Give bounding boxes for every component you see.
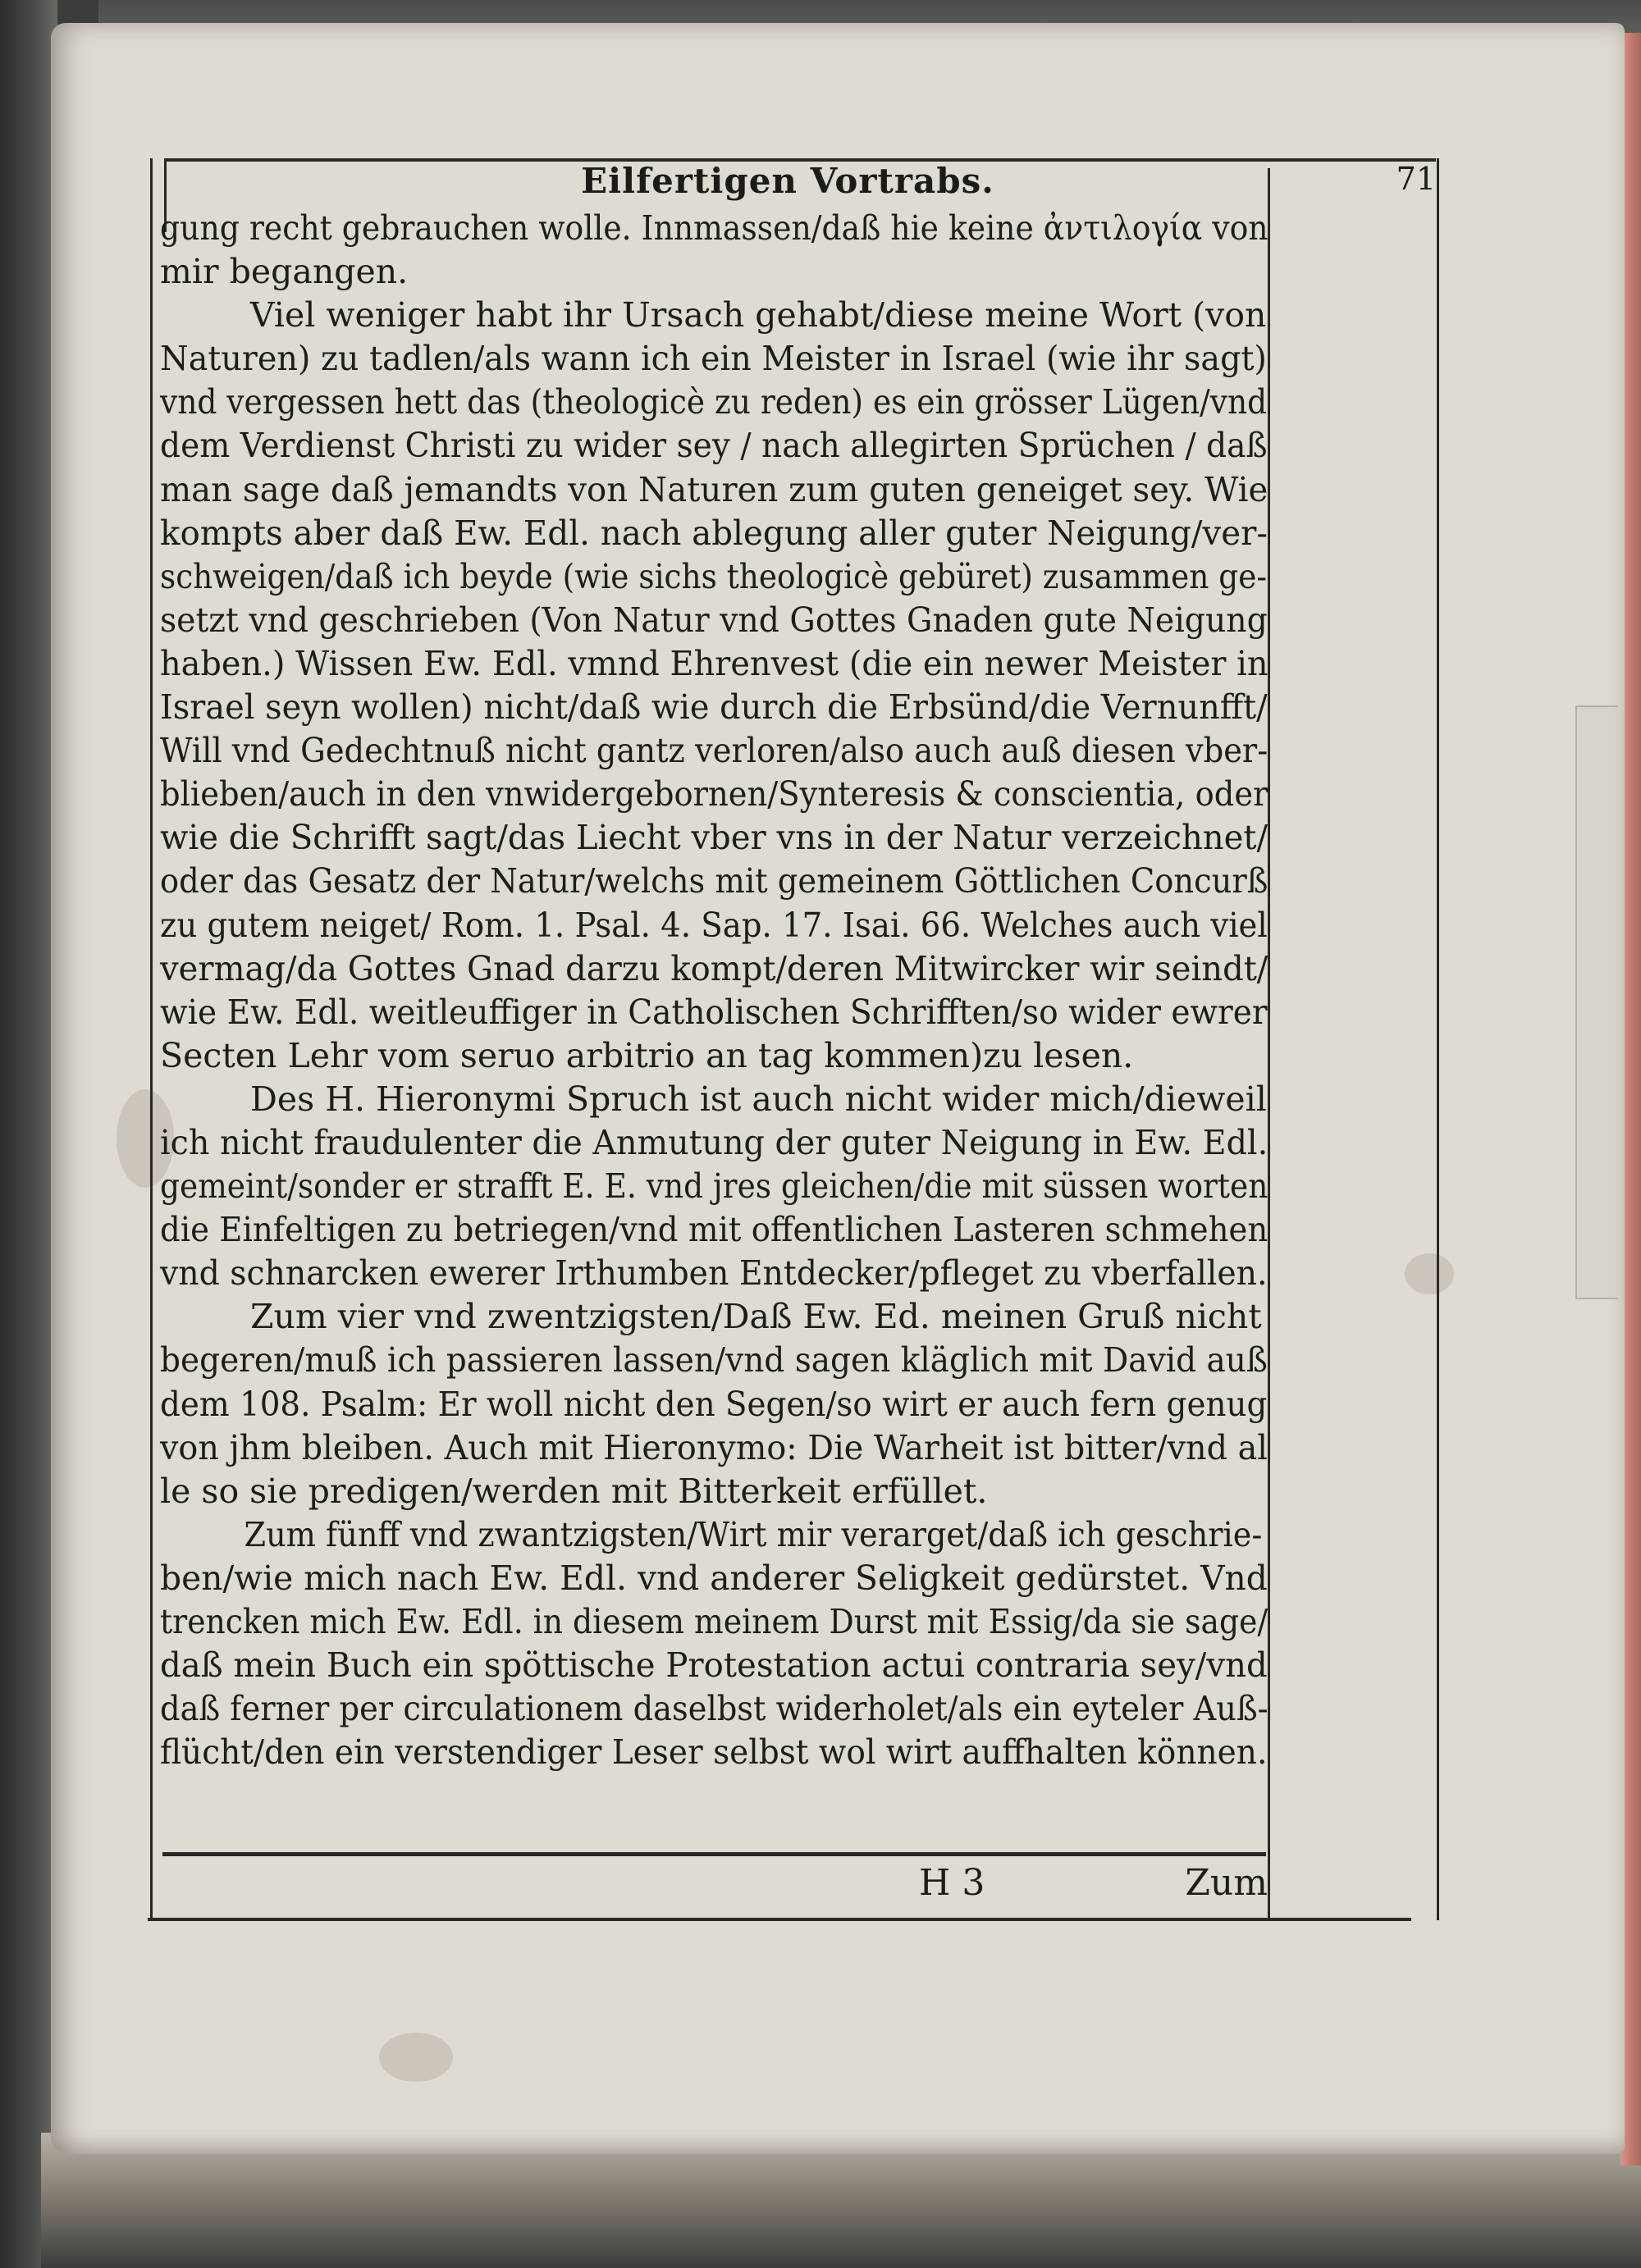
text-line: kompts aber daß Ew. Edl. nach ablegung aller guter Neigung/ver- [160,513,1268,553]
text-line: trencken mich Ew. Edl. in diesem meinem Durst mit Essig/da sie sage/ [160,1602,1268,1641]
text-line: die Einfeltigen zu betriegen/vnd mit offentlichen Lasteren schmehen [160,1210,1268,1250]
text-line: oder das Gesatz der Natur/welchs mit gemeinem Göttlichen Concurß [160,861,1268,901]
rule-inner-right [1268,168,1270,1919]
text-line: Secten Lehr vom seruo arbitrio an tag kommen)zu lesen. [160,1035,1134,1075]
body-text [160,207,1268,1774]
text-line: vermag/da Gottes Gnad darzu kompt/deren Mitwircker wir seindt/ [160,948,1268,988]
text-line: dem Verdienst Christi zu wider sey / nach allegirten Sprüchen / daß [160,426,1268,466]
text-line: Zum vier vnd zwentzigsten/Daß Ew. Ed. meinen Gruß nicht [250,1297,1262,1337]
page-tab-mark [1575,705,1618,1299]
text-line: Zum fünff vnd zwantzigsten/Wirt mir verarget/daß ich geschrie- [244,1514,1263,1554]
text-line: mir begangen. [160,252,409,292]
text-line: setzt vnd geschrieben (Von Natur vnd Gottes Gnaden gute Neigung [160,600,1268,640]
text-line: schweigen/daß ich beyde (wie sichs theologicè gebüret) zusammen ge- [160,556,1268,596]
text-line: vnd vergessen hett das (theologicè zu reden) es ein grösser Lügen/vnd [160,382,1268,422]
text-line: vnd schnarcken ewerer Irthumben Entdecker/pfleget zu vberfallen. [160,1253,1268,1294]
text-line: von jhm bleiben. Auch mit Hieronymo: Die Warheit ist bitter/vnd al [160,1427,1268,1467]
text-line: Des H. Hieronymi Spruch ist auch nicht wider mich/dieweil [250,1079,1267,1119]
text-line: dem 108. Psalm: Er woll nicht den Segen/so wirt er auch fern genug [160,1384,1268,1424]
text-line: ben/wie mich nach Ew. Edl. vnd anderer Seligkeit gedürstet. Vnd [160,1558,1268,1598]
page-number: 71 [1396,161,1436,197]
rule-bottom-frame [148,1918,1411,1921]
catchline [164,1862,1268,1911]
book-binding-left [0,0,57,2268]
text-line: daß ferner per circulationem daselbst widerholet/als ein eyteler Auß- [160,1689,1268,1729]
text-line: haben.) Wissen Ew. Edl. vmnd Ehrenvest (die ein newer Meister in [160,643,1268,683]
text-line: blieben/auch in den vnwidergebornen/Synteresis & conscientia, oder [160,774,1268,815]
page-headline [164,161,1436,208]
text-line: zu gutem neiget/ Rom. 1. Psal. 4. Sap. 17. Isai. 66. Welches auch viel [160,905,1268,945]
foxing-stain [379,2033,453,2082]
text-line: daß mein Buch ein spöttische Protestation actui contraria sey/vnd [160,1645,1268,1686]
text-line: Naturen) zu tadlen/als wann ich ein Meister in Israel (wie ihr sagt) [160,339,1267,379]
running-head: Eilfertigen Vortrabs. [581,161,994,201]
text-line: le so sie predigen/werden mit Bitterkeit erfüllet. [160,1471,988,1511]
rule-bottom-text [162,1852,1266,1856]
catchword: Zum [1185,1862,1268,1904]
text-line: man sage daß jemandts von Naturen zum guten geneiget sey. Wie [160,469,1268,509]
signature-mark: H 3 [919,1862,985,1904]
text-line: Will vnd Gedechtnuß nicht gantz verloren/also auch auß diesen vber- [160,731,1268,771]
text-line: Israel seyn wollen) nicht/daß wie durch die Erbsünd/die Vernunfft/ [160,687,1268,728]
text-line: wie die Schrifft sagt/das Liecht vber vns in der Natur verzeichnet/ [160,818,1268,858]
text-line: gung recht gebrauchen wolle. Innmassen/daß hie keine ἀντιλογία von [160,208,1268,248]
text-line: begeren/muß ich passieren lassen/vnd sagen kläglich mit David auß [160,1340,1268,1380]
text-line: gemeint/sonder er strafft E. E. vnd jres gleichen/die mit süssen worten [160,1166,1268,1207]
text-line: Viel weniger habt ihr Ursach gehabt/diese meine Wort (von [250,295,1267,335]
text-line: wie Ew. Edl. weitleuffiger in Catholischen Schrifften/so wider ewrer [160,992,1268,1032]
text-line: flücht/den ein verstendiger Leser selbst wol wirt auffhalten können. [160,1732,1268,1773]
text-line: ich nicht fraudulenter die Anmutung der guter Neigung in Ew. Edl. [160,1122,1268,1162]
